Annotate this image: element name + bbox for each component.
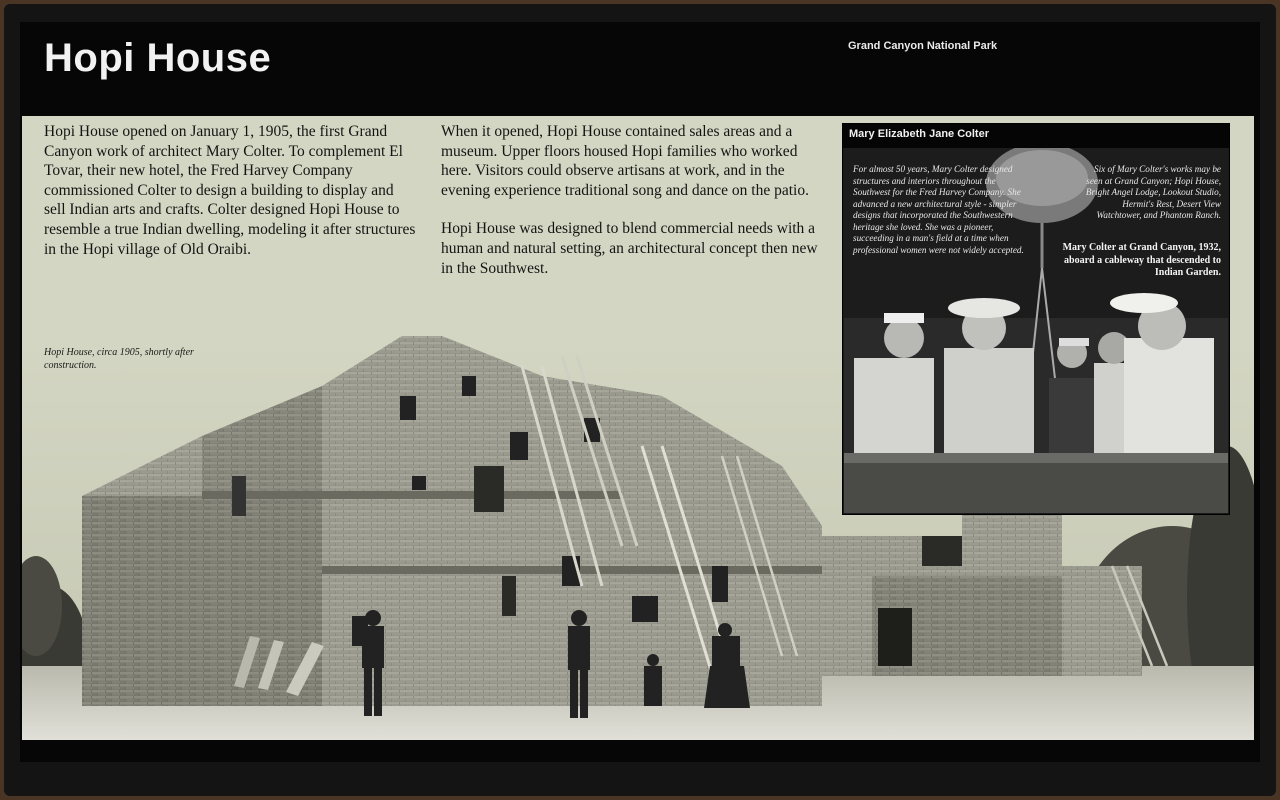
photo-caption: Hopi House, circa 1905, shortly after construction. — [44, 347, 194, 371]
sign-board — [22, 116, 1254, 740]
sign-title: Hopi House — [44, 36, 272, 80]
inset-title: Mary Elizabeth Jane Colter — [849, 128, 989, 140]
inset-left-text: For almost 50 years, Mary Colter designed structures and interiors throughout the Southwest for the Fred Harvey Company. She advanced a new architectural style - simpler designs that incorporated the Southwestern heritage she loved. She was a pioneer, succeeding in a man's field at a time when professional women were not widely accepted. — [853, 164, 1024, 255]
history-paragraph-1: Hopi House opened on January 1, 1905, the first Grand Canyon work of architect Mary Colter. To complement El Tovar, their new hotel, the Fred Harvey Company commissioned Colter to design a building to display and sell Indian arts and crafts. Colter designed Hopi House to resemble a true Indian dwelling, modeling it after structures in the Hopi village of Old Oraibi. — [44, 123, 416, 258]
park-name: Grand Canyon National Park — [848, 40, 998, 52]
history-paragraph-3: Hopi House was designed to blend commercial needs with a human and natural setting, an architectural concept then new in the Southwest. — [441, 220, 818, 277]
history-paragraph-2: When it opened, Hopi House contained sales areas and a museum. Upper floors housed Hopi families who worked here. Visitors could observe artisans at work, and in the evening experience traditional song and dance on the patio. — [441, 123, 809, 199]
colter-inset — [842, 123, 1230, 515]
history-column-1 — [44, 122, 416, 259]
inset-right-text: Six of Mary Colter's works may be seen at Grand Canyon; Hopi House, Bright Angel Lodge, Lookout Studio, Hermit's Rest, Desert View Watchtower, and Phantom Ranch. — [1085, 164, 1221, 220]
history-column-2 — [441, 122, 827, 297]
inset-caption: Mary Colter at Grand Canyon, 1932, aboard a cableway that descended to Indian Garden. — [1062, 242, 1221, 278]
inset-header — [843, 124, 1229, 148]
